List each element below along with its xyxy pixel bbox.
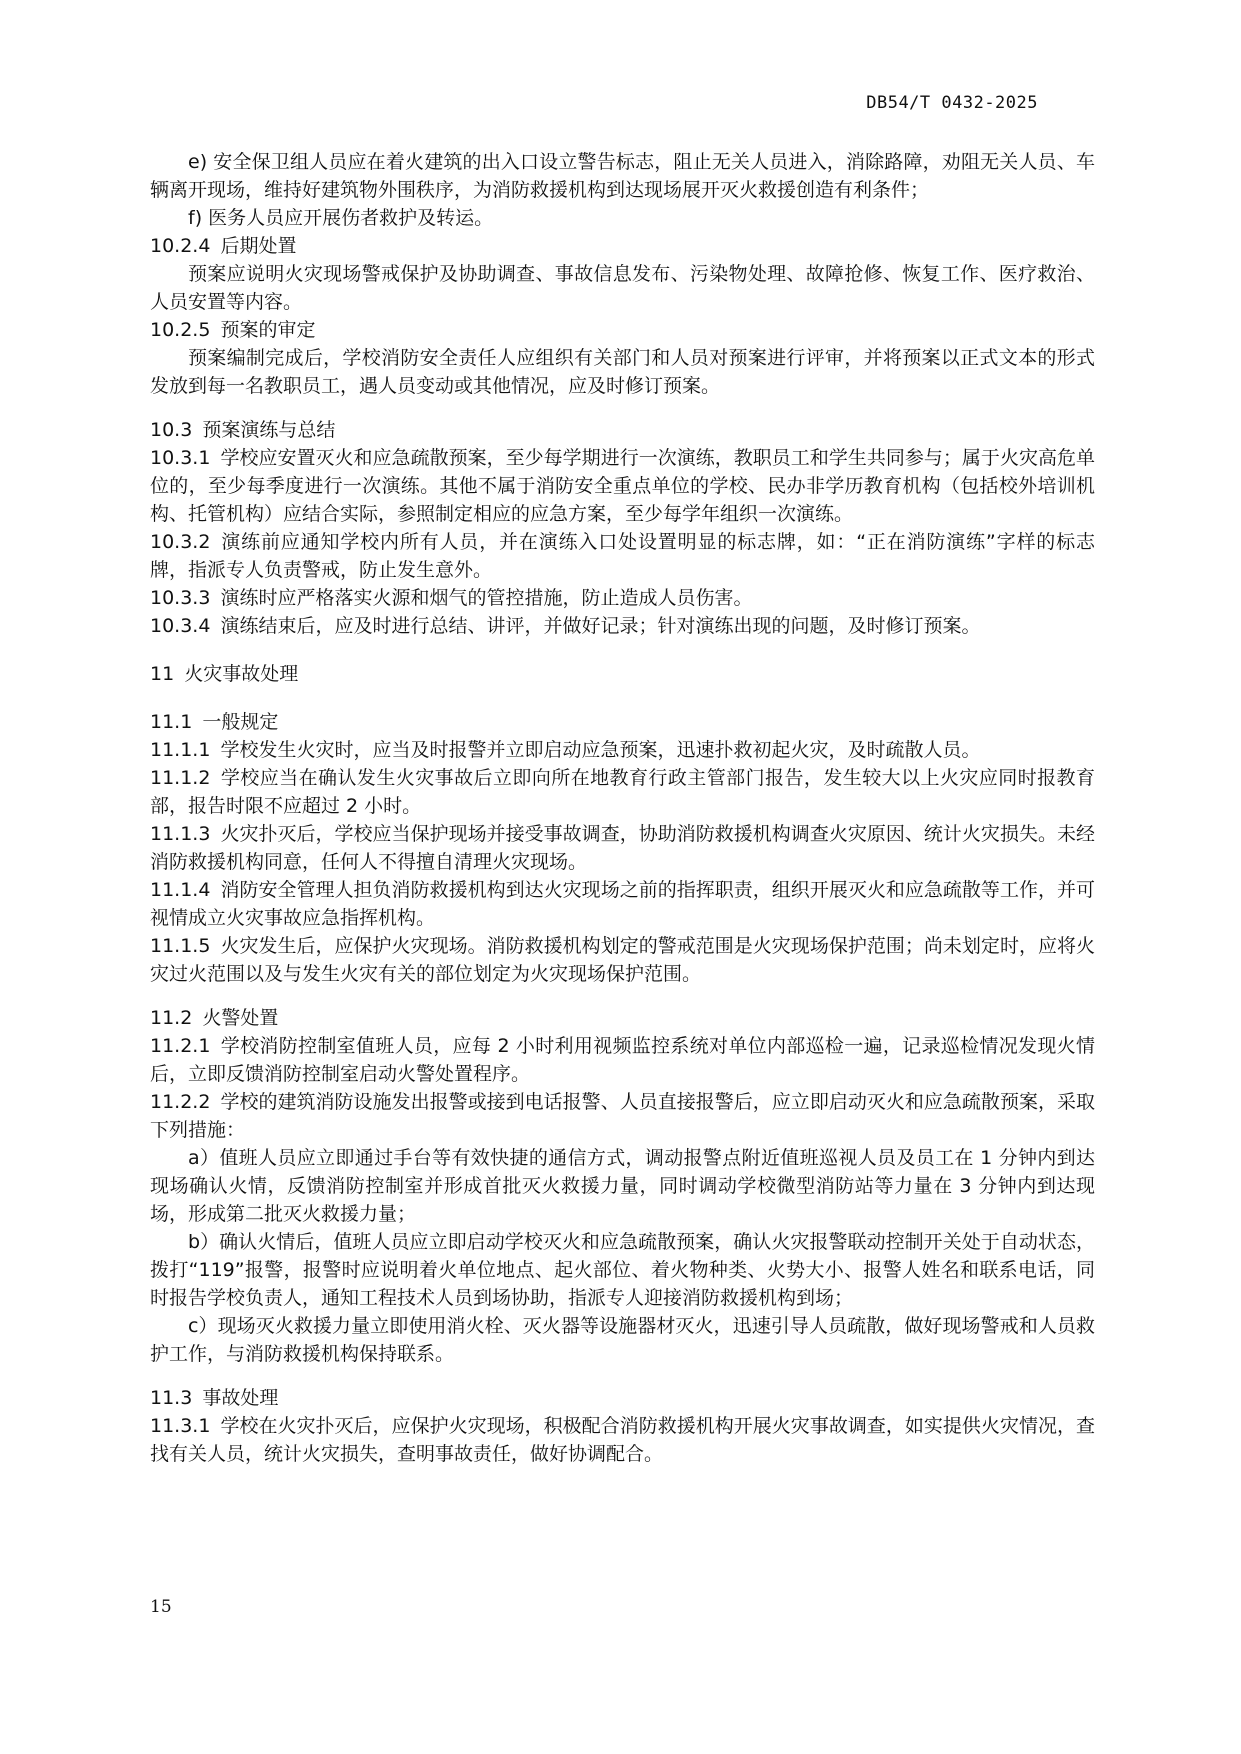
clause-text: 学校消防控制室值班人员，应每 2 小时利用视频监控系统对单位内部巡检一遍，记录巡检情况发现火情后，立即反馈消防控制室启动火警处置程序。	[150, 1035, 1095, 1085]
clause-number: 10.3.3	[150, 587, 211, 609]
clause-number: 11.3.1	[150, 1415, 211, 1437]
heading-number: 10.3	[150, 419, 193, 441]
paragraph-10-2-4: 预案应说明火灾现场警戒保护及协助调查、事故信息发布、污染物处理、故障抢修、恢复工作、医疗救治、人员安置等内容。	[150, 263, 1095, 313]
heading-number: 11.2	[150, 1007, 193, 1029]
clause-11-2-2	[150, 1088, 1095, 1144]
clause-10-3-2	[150, 528, 1095, 584]
clause-11-3-1	[150, 1412, 1095, 1468]
heading-10-3	[150, 416, 1095, 444]
heading-10-2-5	[150, 316, 1095, 344]
item-a: a）值班人员应立即通过手台等有效快捷的通信方式，调动报警点附近值班巡视人员及员工在 1 分钟内到达现场确认火情，反馈消防控制室并形成首批灭火救援力量，同时调动学校微型消防站等力量在 3 分钟内到达现场，形成第二批灭火救援力量；	[150, 1147, 1095, 1225]
clause-number: 10.3.4	[150, 615, 211, 637]
heading-number: 11.3	[150, 1387, 193, 1409]
item-c: c）现场灭火救援力量立即使用消火栓、灭火器等设施器材灭火，迅速引导人员疏散，做好现场警戒和人员救护工作，与消防救援机构保持联系。	[150, 1315, 1095, 1365]
paragraph-10-2-5: 预案编制完成后，学校消防安全责任人应组织有关部门和人员对预案进行评审，并将预案以正式文本的形式发放到每一名教职员工，遇人员变动或其他情况，应及时修订预案。	[150, 347, 1095, 397]
clause-text: 学校发生火灾时，应当及时报警并立即启动应急预案，迅速扑救初起火灾，及时疏散人员。	[220, 739, 981, 761]
clause-11-1-3	[150, 820, 1095, 876]
clause-number: 10.3.2	[150, 531, 211, 553]
heading-title: 火灾事故处理	[184, 663, 299, 685]
clause-11-1-1	[150, 736, 1095, 764]
heading-title: 事故处理	[202, 1387, 279, 1409]
clause-11-1-2	[150, 764, 1095, 820]
clause-text: 学校应当在确认发生火灾事故后立即向所在地教育行政主管部门报告，发生较大以上火灾应同时报教育部，报告时限不应超过 2 小时。	[150, 767, 1095, 817]
heading-11-1	[150, 708, 1095, 736]
item-f: f) 医务人员应开展伤者救护及转运。	[188, 207, 494, 229]
clause-text: 学校应安置灭火和应急疏散预案，至少每学期进行一次演练，教职员工和学生共同参与；属于火灾高危单位的，至少每季度进行一次演练。其他不属于消防安全重点单位的学校、民办非学历教育机构（包括校外培训机构、托管机构）应结合实际，参照制定相应的应急方案，至少每学年组织一次演练。	[150, 447, 1095, 525]
clause-number: 11.1.1	[150, 739, 211, 761]
clause-number: 11.2.2	[150, 1091, 211, 1113]
heading-11-3	[150, 1384, 1095, 1412]
heading-number: 10.2.4	[150, 235, 211, 257]
heading-title: 一般规定	[202, 711, 279, 733]
heading-10-2-4	[150, 232, 1095, 260]
clause-text: 学校在火灾扑灭后，应保护火灾现场，积极配合消防救援机构开展火灾事故调查，如实提供火灾情况，查找有关人员，统计火灾损失，查明事故责任，做好协调配合。	[150, 1415, 1095, 1465]
clause-text: 演练前应通知学校内所有人员，并在演练入口处设置明显的标志牌，如：“正在消防演练”字样的标志牌，指派专人负责警戒，防止发生意外。	[150, 531, 1095, 581]
document-body	[150, 148, 1095, 1468]
clause-text: 火灾扑灭后，学校应当保护现场并接受事故调查，协助消防救援机构调查火灾原因、统计火灾损失。未经消防救援机构同意，任何人不得擅自清理火灾现场。	[150, 823, 1095, 873]
clause-10-3-4	[150, 612, 1095, 640]
clause-number: 10.3.1	[150, 447, 211, 469]
heading-title: 火警处置	[202, 1007, 279, 1029]
heading-11-2	[150, 1004, 1095, 1032]
heading-number: 10.2.5	[150, 319, 211, 341]
clause-number: 11.1.3	[150, 823, 211, 845]
clause-number: 11.1.5	[150, 935, 211, 957]
heading-number: 11	[150, 663, 175, 685]
heading-title: 预案的审定	[220, 319, 316, 341]
clause-text: 火灾发生后，应保护火灾现场。消防救援机构划定的警戒范围是火灾现场保护范围；尚未划定时，应将火灾过火范围以及与发生火灾有关的部位划定为火灾现场保护范围。	[150, 935, 1095, 985]
heading-11	[150, 660, 1095, 688]
heading-title: 后期处置	[220, 235, 297, 257]
clause-11-1-4	[150, 876, 1095, 932]
clause-number: 11.1.4	[150, 879, 211, 901]
clause-text: 演练时应严格落实火源和烟气的管控措施，防止造成人员伤害。	[220, 587, 753, 609]
clause-text: 学校的建筑消防设施发出报警或接到电话报警、人员直接报警后，应立即启动灭火和应急疏散预案，采取下列措施：	[150, 1091, 1095, 1141]
clause-text: 消防安全管理人担负消防救援机构到达火灾现场之前的指挥职责，组织开展灭火和应急疏散等工作，并可视情成立火灾事故应急指挥机构。	[150, 879, 1095, 929]
clause-number: 11.1.2	[150, 767, 211, 789]
clause-10-3-1	[150, 444, 1095, 528]
document-code: DB54/T 0432-2025	[866, 93, 1038, 113]
clause-number: 11.2.1	[150, 1035, 211, 1057]
clause-10-3-3	[150, 584, 1095, 612]
item-b: b）确认火情后，值班人员应立即启动学校灭火和应急疏散预案，确认火灾报警联动控制开关处于自动状态，拨打“119”报警，报警时应说明着火单位地点、起火部位、着火物种类、火势大小、报警人姓名和联系电话，同时报告学校负责人，通知工程技术人员到场协助，指派专人迎接消防救援机构到场；	[150, 1231, 1095, 1309]
heading-number: 11.1	[150, 711, 193, 733]
heading-title: 预案演练与总结	[202, 419, 336, 441]
clause-11-2-1	[150, 1032, 1095, 1088]
page-number: 15	[150, 1597, 172, 1617]
clause-text: 演练结束后，应及时进行总结、讲评，并做好记录；针对演练出现的问题，及时修订预案。	[220, 615, 981, 637]
clause-11-1-5	[150, 932, 1095, 988]
item-e: e) 安全保卫组人员应在着火建筑的出入口设立警告标志，阻止无关人员进入，消除路障，劝阻无关人员、车辆离开现场，维持好建筑物外围秩序，为消防救援机构到达现场展开灭火救援创造有利条件；	[150, 151, 1095, 201]
